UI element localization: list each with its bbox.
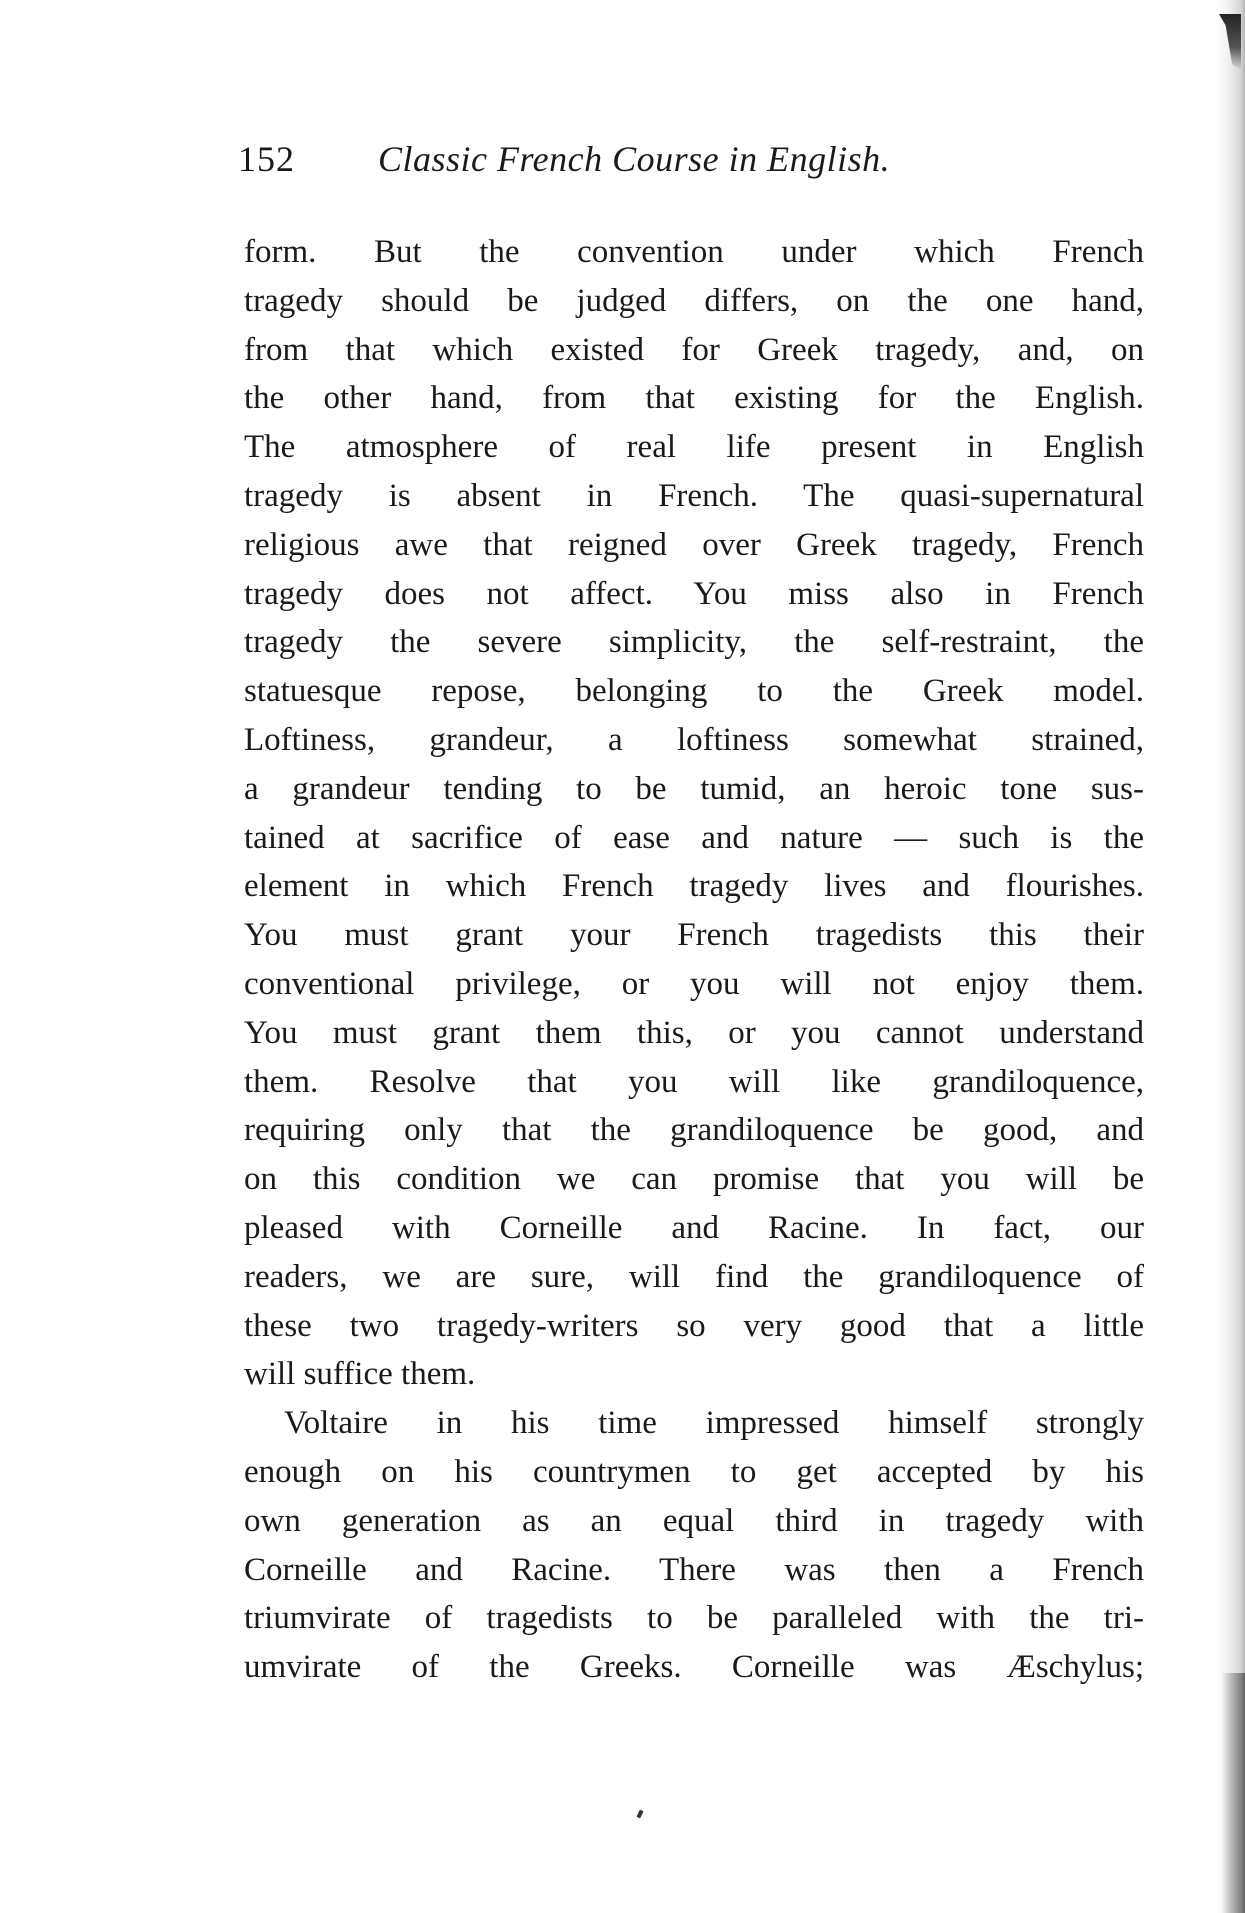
text-line: conventional privilege, or you will not enjoy them. bbox=[244, 965, 1144, 1002]
text-line: element in which French tragedy lives and flourishes. bbox=[244, 868, 1144, 905]
text-line: tragedy does not affect. You miss also in French bbox=[244, 575, 1144, 612]
binding-shadow bbox=[1221, 1673, 1245, 1913]
text-line: Corneille and Racine. There was then a French bbox=[244, 1551, 1144, 1588]
text-line: requiring only that the grandiloquence be good, and bbox=[244, 1112, 1144, 1149]
text-line: triumvirate of tragedists to be paralleled with the tri- bbox=[244, 1600, 1144, 1637]
text-line: form. But the convention under which French bbox=[244, 234, 1144, 270]
page-header bbox=[238, 138, 1138, 198]
text-line: pleased with Corneille and Racine. In fact, our bbox=[244, 1209, 1144, 1246]
text-line: these two tragedy-writers so very good that a little bbox=[244, 1307, 1144, 1344]
text-line: from that which existed for Greek tragedy, and, on bbox=[244, 331, 1144, 368]
text-line: a grandeur tending to be tumid, an heroic tone sus- bbox=[244, 770, 1144, 807]
paragraph-first-line: Voltaire in his time impressed himself strongly bbox=[284, 1405, 1144, 1442]
text-line: You must grant them this, or you cannot understand bbox=[244, 1014, 1144, 1051]
text-line: umvirate of the Greeks. Corneille was Æschylus; bbox=[244, 1649, 1144, 1686]
text-line: enough on his countrymen to get accepted by his bbox=[244, 1453, 1144, 1490]
text-line: religious awe that reigned over Greek tragedy, French bbox=[244, 526, 1144, 563]
page-number: 152 bbox=[238, 139, 295, 179]
text-line: tained at sacrifice of ease and nature — such is the bbox=[244, 819, 1144, 856]
text-line: statuesque repose, belonging to the Greek model. bbox=[244, 673, 1144, 710]
text-line: You must grant your French tragedists this their bbox=[244, 917, 1144, 954]
text-line: tragedy should be judged differs, on the one hand, bbox=[244, 282, 1144, 319]
text-line: readers, we are sure, will find the grandiloquence of bbox=[244, 1258, 1144, 1295]
text-line: on this condition we can promise that you will be bbox=[244, 1161, 1144, 1198]
text-line: Loftiness, grandeur, a loftiness somewhat strained, bbox=[244, 721, 1144, 758]
body-text bbox=[244, 228, 1144, 1692]
page-edge-shadow bbox=[1215, 0, 1245, 1913]
paragraph-last-line: will suffice them. bbox=[244, 1356, 476, 1393]
text-line: them. Resolve that you will like grandiloquence, bbox=[244, 1063, 1144, 1100]
text-line: The atmosphere of real life present in English bbox=[244, 429, 1144, 466]
ink-speck bbox=[636, 1810, 643, 1819]
text-line: tragedy the severe simplicity, the self-restraint, the bbox=[244, 624, 1144, 661]
text-line: the other hand, from that existing for the English. bbox=[244, 380, 1144, 417]
text-line: own generation as an equal third in tragedy with bbox=[244, 1502, 1144, 1539]
running-title: Classic French Course in English. bbox=[378, 139, 891, 179]
text-line: tragedy is absent in French. The quasi-supernatural bbox=[244, 477, 1144, 514]
